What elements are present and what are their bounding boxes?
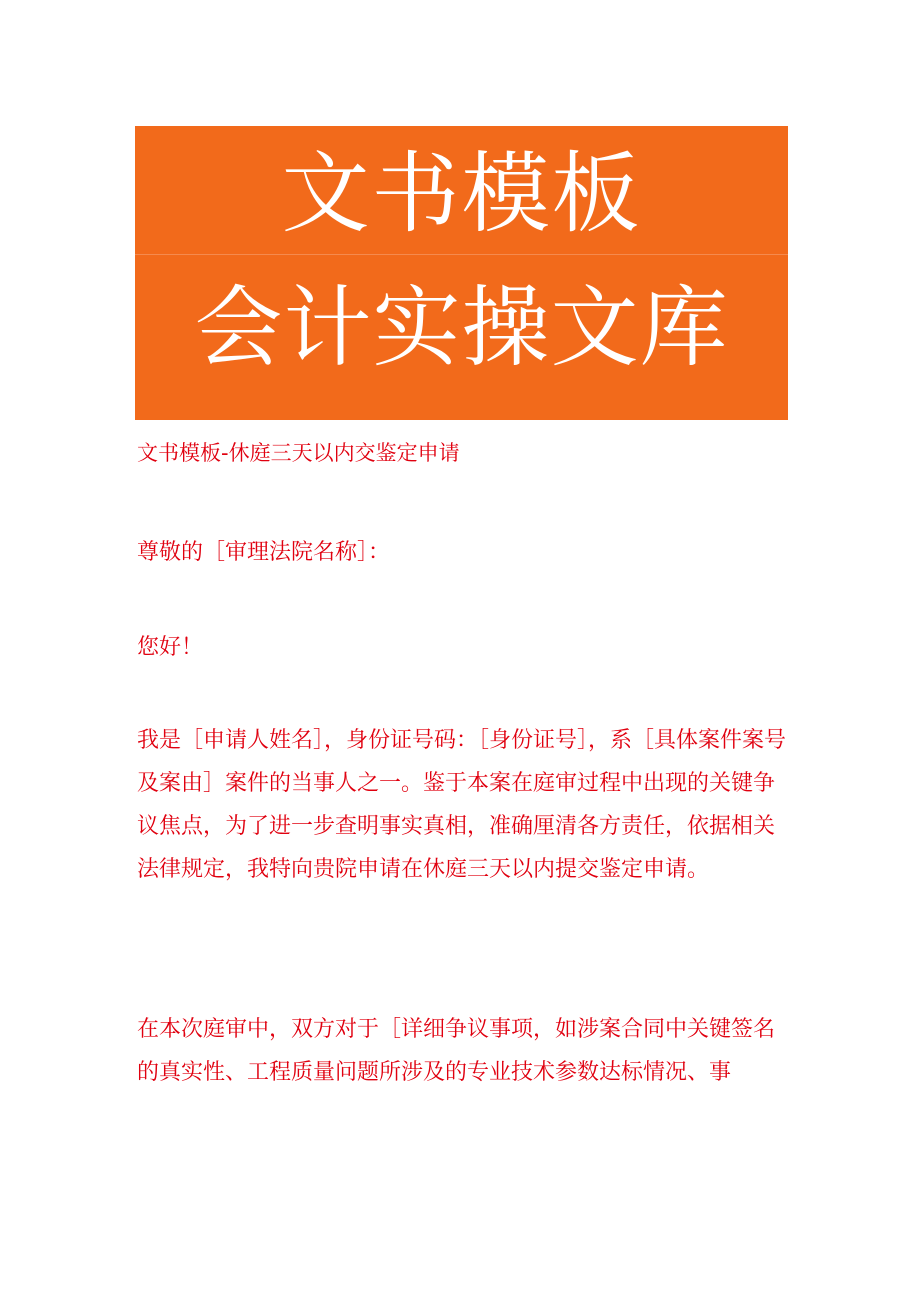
banner-subtitle: 会计实操文库 — [194, 276, 729, 379]
body-paragraph-1: 我是［申请人姓名］，身份证号码：［身份证号］，系［具体案件案号及案由］案件的当事人之一。鉴于本案在庭审过程中出现的关键争议焦点，为了进一步查明事实真相，准确厘清各方责任，依据相关法律规定，我特向贵院申请在休庭三天以内提交鉴定申请。 — [137, 728, 787, 882]
header-banner — [135, 126, 788, 420]
hello-line: 您好！ — [137, 635, 204, 660]
document-title: 文书模板-休庭三天以内交鉴定申请 — [137, 441, 460, 465]
body-paragraph-2: 在本次庭审中，双方对于［详细争议事项，如涉案合同中关键签名的真实性、工程质量问题所涉及的专业技术参数达标情况、事 — [137, 1017, 776, 1085]
greeting-line: 尊敬的［审理法院名称］： — [137, 540, 391, 565]
banner-title: 文书模板 — [281, 142, 642, 245]
banner-divider — [135, 254, 788, 255]
